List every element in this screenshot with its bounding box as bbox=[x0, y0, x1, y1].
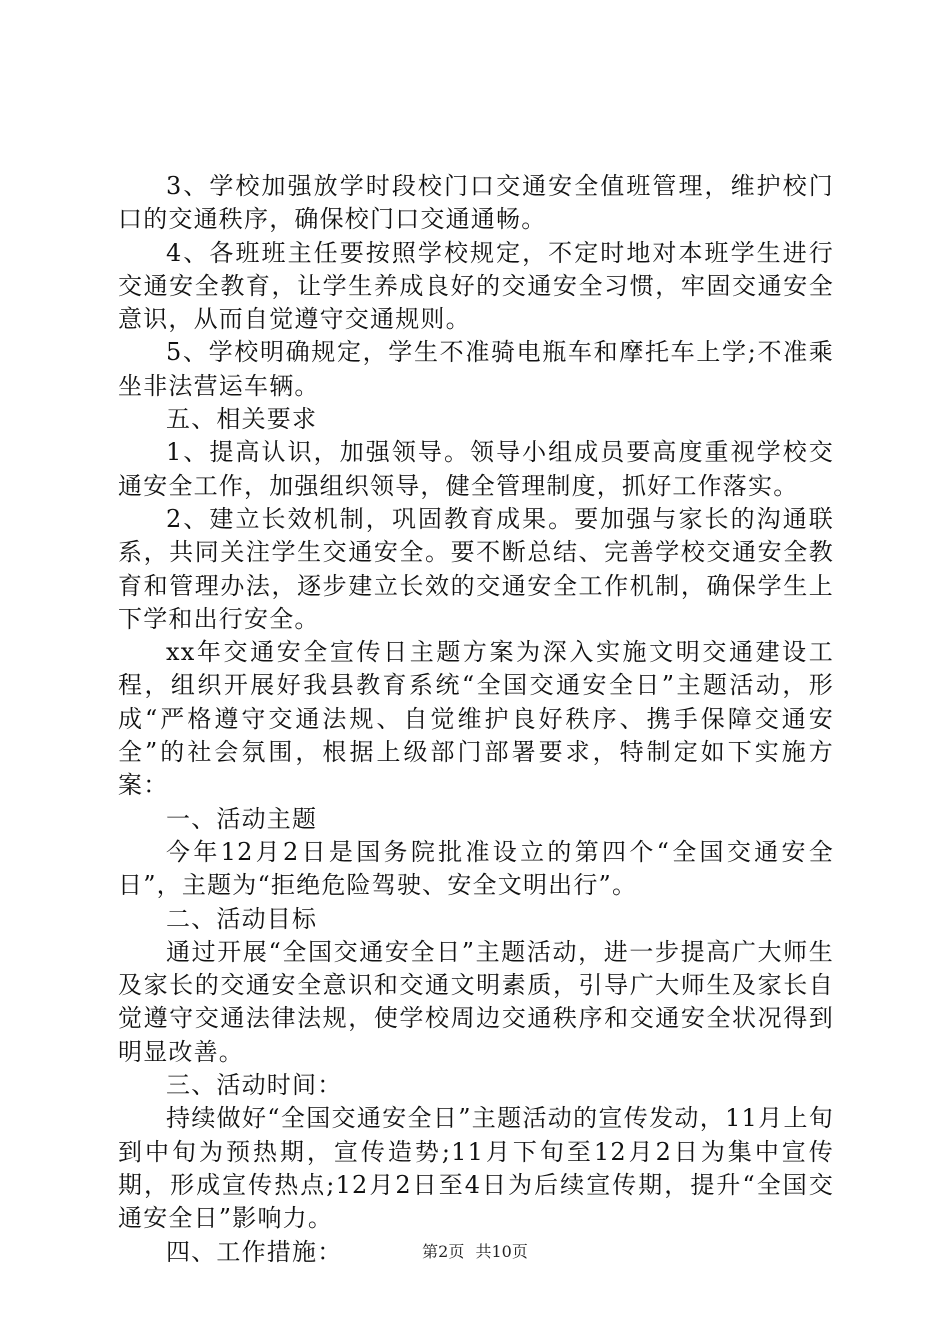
paragraph: 5、学校明确规定，学生不准骑电瓶车和摩托车上学;不准乘坐非法营运车辆。 bbox=[118, 338, 834, 400]
paragraph: 持续做好“全国交通安全日”主题活动的宣传发动，11月上旬到中旬为预热期，宣传造势;11月下旬至12月2日为集中宣传期，形成宣传热点;12月2日至4日为后续宣传期，提升“全国交通安全日”影响力。 bbox=[118, 1104, 834, 1233]
page-total: 共10页 bbox=[475, 1242, 528, 1261]
paragraph: 4、各班班主任要按照学校规定，不定时地对本班学生进行交通安全教育，让学生养成良好的交通安全习惯，牢固交通安全意识，从而自觉遵守交通规则。 bbox=[118, 238, 834, 334]
paragraph: 今年12月2日是国务院批准设立的第四个“全国交通安全日”，主题为“拒绝危险驾驶、安全文明出行”。 bbox=[118, 837, 834, 900]
page-number: 第2页 bbox=[422, 1242, 465, 1261]
paragraph: 2、建立长效机制，巩固教育成果。要加强与家长的沟通联系，共同关注学生交通安全。要不断总结、完善学校交通安全教育和管理办法，逐步建立长效的交通安全工作机制，确保学生上下学和出行安全。 bbox=[118, 504, 834, 633]
section-heading: 三、活动时间： bbox=[166, 1071, 343, 1100]
paragraph: 通过开展“全国交通安全日”主题活动，进一步提高广大师生及家长的交通安全意识和交通文明素质，引导广大师生及家长自觉遵守交通法律法规，使学校周边交通秩序和交通安全状况得到明显改善。 bbox=[118, 937, 834, 1066]
section-heading: 一、活动主题 bbox=[166, 804, 318, 833]
paragraph: 1、提高认识，加强领导。领导小组成员要高度重视学校交通安全工作，加强组织领导，健全管理制度，抓好工作落实。 bbox=[118, 438, 834, 500]
page-footer bbox=[0, 1242, 950, 1262]
paragraph: xx年交通安全宣传日主题方案为深入实施文明交通建设工程，组织开展好我县教育系统“全国交通安全日”主题活动，形成“严格遵守交通法规、自觉维护良好秩序、携手保障交通安全”的社会氛围，根据上级部门部署要求，特制定如下实施方案： bbox=[118, 638, 834, 800]
paragraph: 3、学校加强放学时段校门口交通安全值班管理，维护校门口的交通秩序，确保校门口交通通畅。 bbox=[118, 172, 834, 234]
section-heading: 五、相关要求 bbox=[166, 405, 318, 434]
document-body bbox=[118, 170, 834, 1269]
section-heading: 四、工作措施： bbox=[166, 1237, 343, 1266]
section-heading: 二、活动目标 bbox=[166, 904, 318, 933]
